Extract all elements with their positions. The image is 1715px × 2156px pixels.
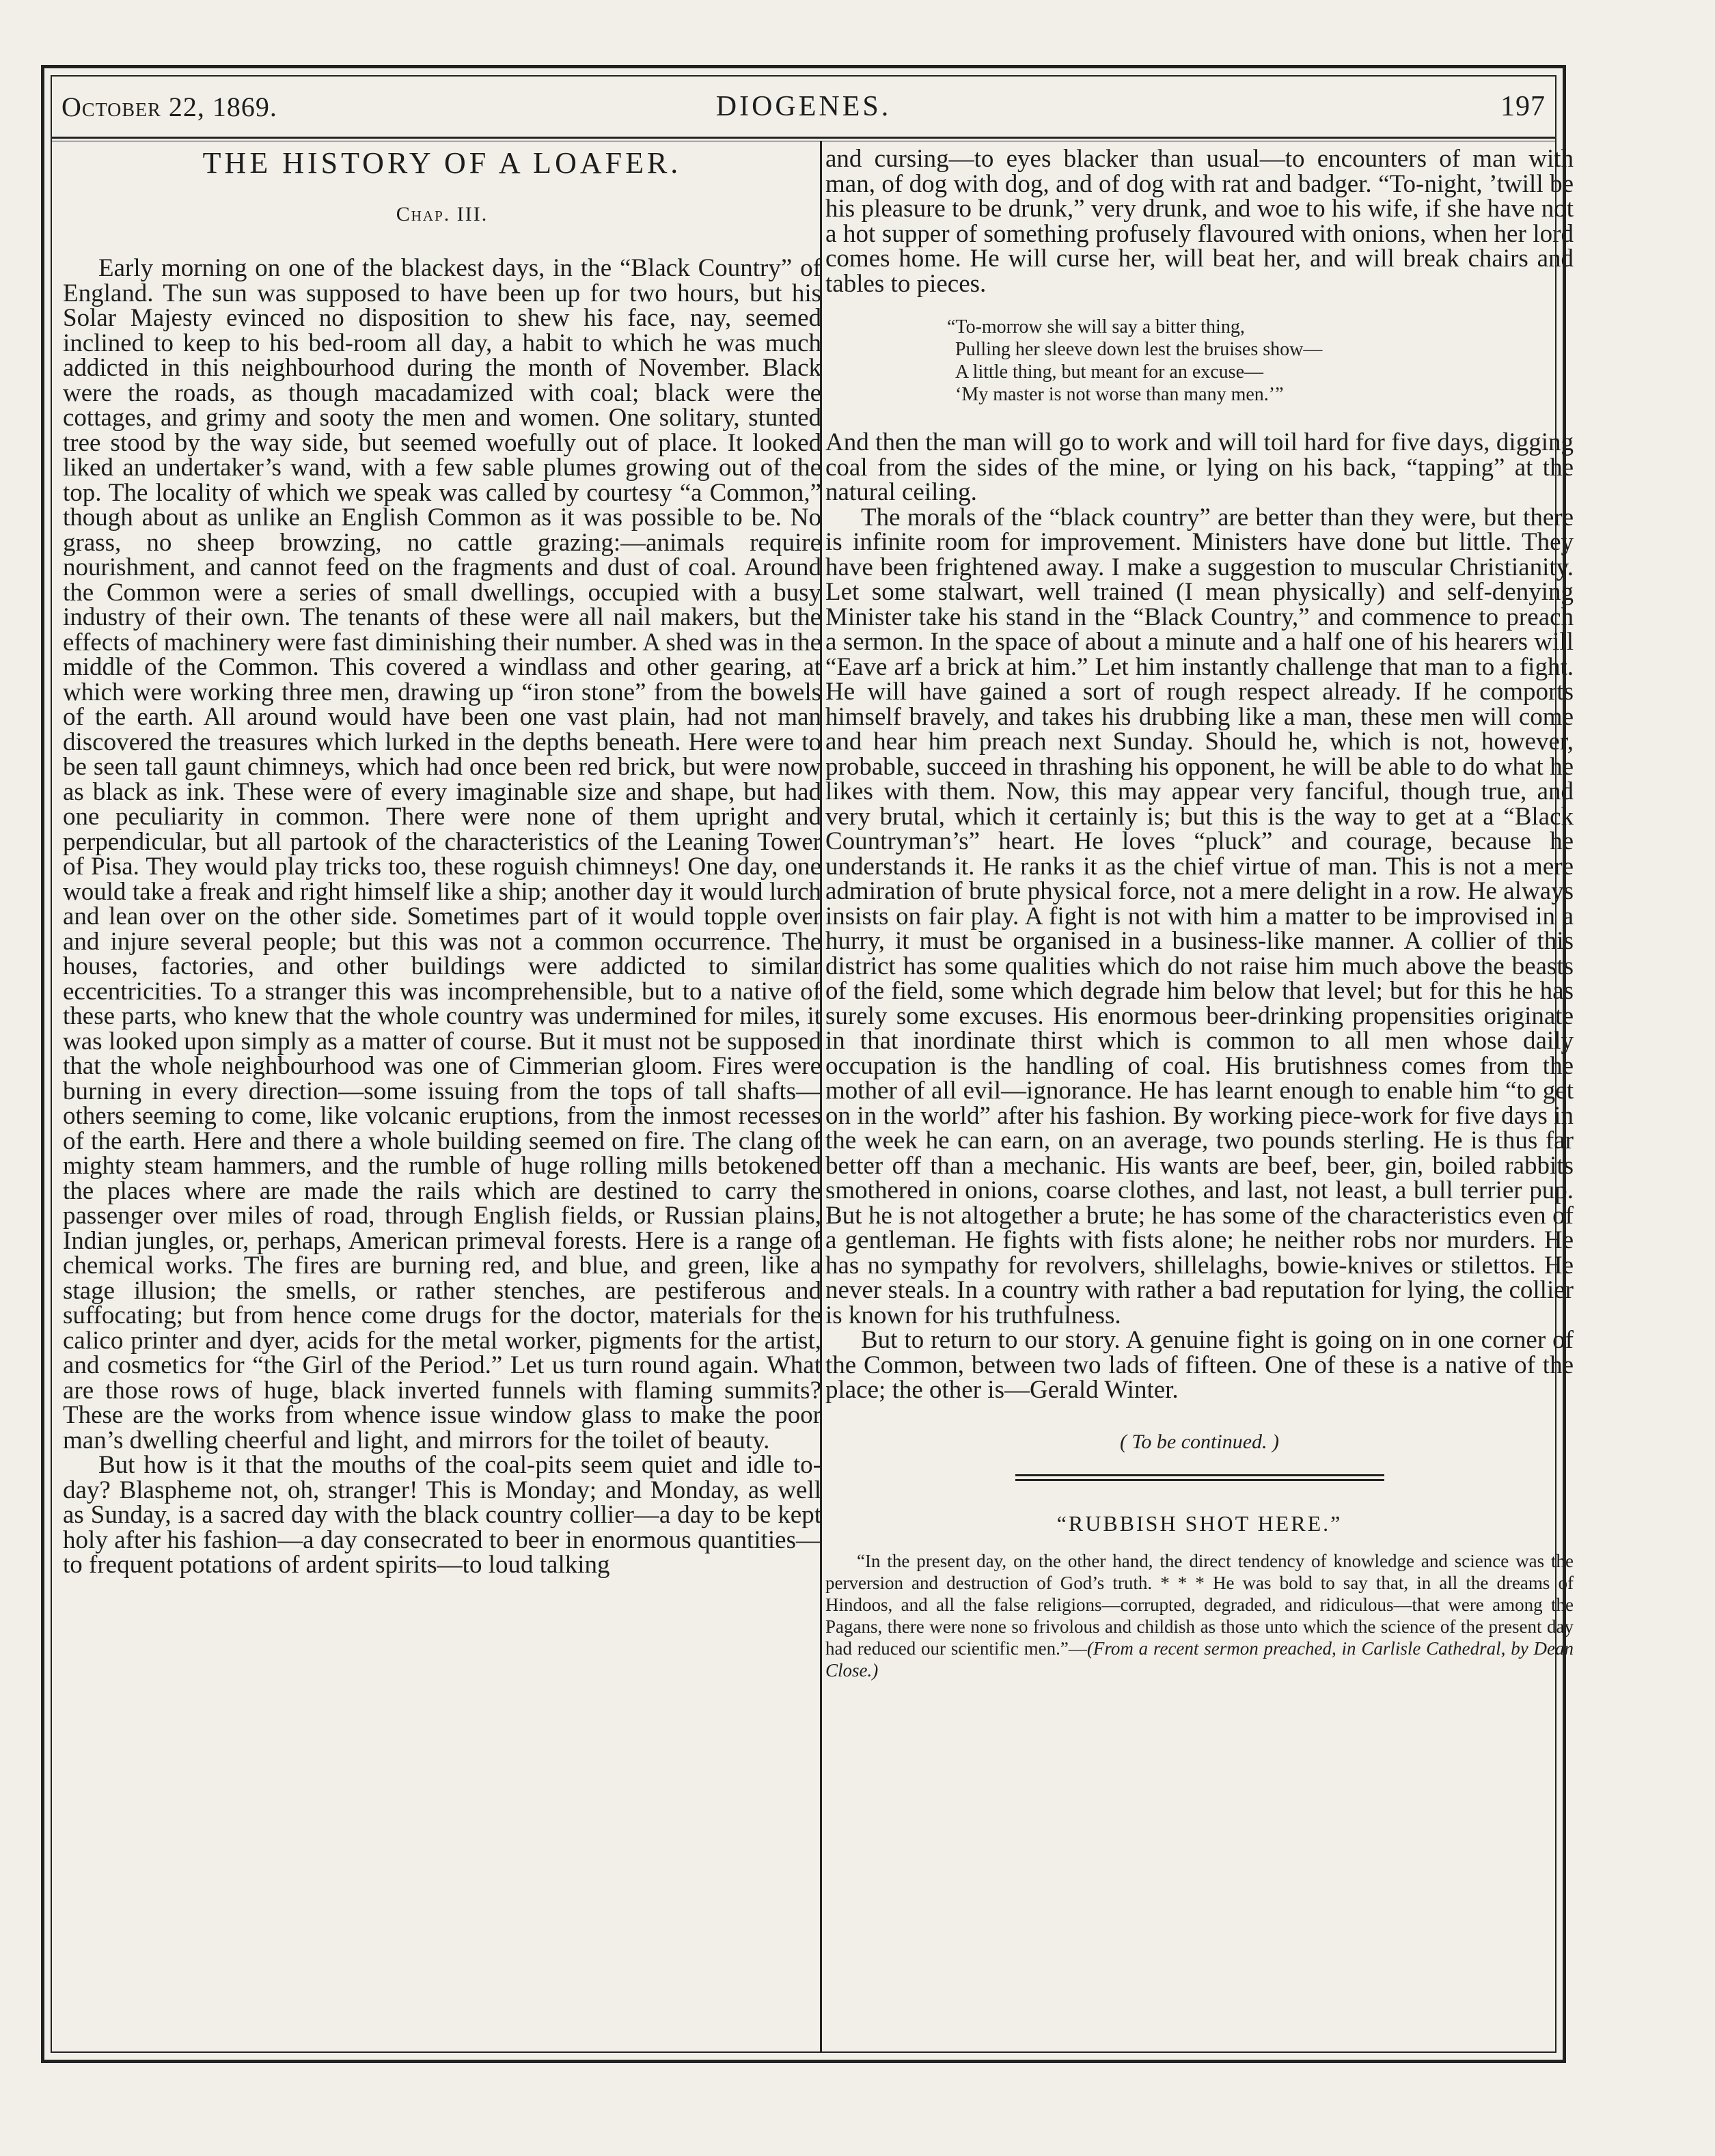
- chapter-heading: Chap. III.: [396, 203, 489, 226]
- issue-date: October 22, 1869.: [61, 91, 277, 122]
- poem-quote: [947, 316, 1574, 406]
- article-paragraph: And then the man will go to work and will toil hard for five days, digging coal from the sides of the mine, or lying on his back, “tapping” at the natural ceiling.: [825, 428, 1574, 506]
- masthead: [61, 77, 1546, 137]
- page-number: 197: [1500, 91, 1546, 122]
- article-paragraph: Early morning on one of the blackest days, in the “Black Country” of England. The sun was supposed to have been up for two hours, but his Solar Majesty evinced no disposition to shew his face, nay, seemed inclined to keep to his bed-room all day, a habit to which he was much addicted in this neighbourhood during the month of November. Black were the roads, as though macadamized with coal; black were the cottages, and grimy and sooty the men and women. One solitary, stunted tree stood by the way side, but seemed woefully out of place. It looked liked an undertaker’s wand, with a few sable plumes growing out of the top. The locality of which we speak was called by courtesy “a Common,” though about as unlike an English Common as it was possible to be. No grass, no sheep browzing, no cattle grazing:—animals require nourishment, and cannot feed on the fragments and dust of coal. Around the Common were a series of small dwellings, occupied with a busy industry of their own. The tenants of these were all nail makers, but the effects of machinery were fast diminishing their number. A shed was in the middle of the Common. This covered a windlass and other gearing, at which were working three men, drawing up “iron stone” from the bowels of the earth. All around would have been one vast plain, had not man discovered the treasures which lurked in the depths beneath. Here were to be seen tall gaunt chimneys, which had once been red brick, but were now as black as ink. These were of every imaginable size and shape, but had one peculiarity in common. There were none of them upright and perpendicular, but all partook of the characteristics of the Leaning Tower of Pisa. They would play tricks too, these roguish chimneys! One day, one would take a freak and right himself like a ship; another day it would lurch and lean over on the other side. Sometimes part of it would topple over and injure several people; but this was not a common occurrence. The houses, factories, and other buildings were addicted to similar eccentricities. To a stranger this was incomprehensible, but to a native of these parts, who knew that the whole country was undermined for miles, it was looked upon simply as a matter of course. But it must not be supposed that the whole neighbourhood was one of Cimmerian gloom. Fires were burning in every direction—some issuing from the tops of tall shafts—others seeming to come, like volcanic eruptions, from the inmost recesses of the earth. Here and there a whole building seemed on fire. The clang of mighty steam hammers, and the rumble of huge rolling mills betokened the places where are made the rails which are destined to carry the passenger over miles of road, through English fields, or Russian plains, Indian jungles, or, perhaps, American primeval forests. Here is a range of chemical works. The fires are burning red, and blue, and green, like a stage illusion; the smells, or rather stenches, are pestiferous and suffocating; but from hence come drugs for the doctor, materials for the calico printer and dyer, acids for the metal worker, pigments for the artist, and cosmetics for “the Girl of the Period.” Let us turn round again. What are those rows of huge, black inverted funnels with flaming summits? These are the works from whence issue window glass to make the poor man’s dwelling cheerful and light, and mirrors for the toilet of beauty.: [63, 254, 821, 1454]
- poem-line: “To-morrow she will say a bitter thing,: [947, 316, 1245, 337]
- section-divider: [1015, 1474, 1384, 1481]
- article-paragraph-continued: and cursing—to eyes blacker than usual—to encounters of man with man, of dog with dog, and of dog with rat and badger. “To-night, ’twill be his pleasure to be drunk,” very drunk, and woe to his wife, if she have not a hot supper of something profusely flavoured with onions, when her lord comes home. He will curse her, will beat her, and will break chairs and tables to pieces.: [825, 145, 1574, 298]
- rubbish-quote: [825, 1550, 1574, 1681]
- article-title: THE HISTORY OF A LOAFER.: [202, 146, 682, 180]
- masthead-rule: [51, 137, 1556, 139]
- rubbish-source: (From a recent sermon preached, in Carlisle Cathedral, by Dean Close.): [825, 1637, 1574, 1681]
- rubbish-quote-text: “In the present day, on the other hand, the direct tendency of knowledge and science was the perversion and destruction of God’s truth. * * * He was bold to say that, in all the dreams of Hindoos, and all the false religions—corrupted, degraded, and ridiculous—that were among the Pagans, there were none so frivolous and childish as those unto which the science of the present day had reduced our scientific men.”—: [825, 1550, 1574, 1659]
- article-paragraph: But how is it that the mouths of the coal-pits seem quiet and idle to-day? Blaspheme not, oh, stranger! This is Monday; and Monday, as well as Sunday, is a sacred day with the black country collier—a day to be kept holy after his fashion—a day consecrated to beer in enormous quantities—to frequent potations of ardent spirits—to loud talking: [63, 1451, 821, 1579]
- to-be-continued: ( To be continued. ): [1119, 1430, 1280, 1453]
- left-column: [63, 147, 821, 1578]
- article-paragraph: But to return to our story. A genuine fight is going on in one corner of the Common, between two lads of fifteen. One of these is a native of the place; the other is—Gerald Winter.: [825, 1326, 1574, 1404]
- rubbish-heading: “RUBBISH SHOT HERE.”: [1056, 1510, 1343, 1536]
- publication-title: DIOGENES.: [715, 91, 892, 122]
- poem-line: A little thing, but meant for an excuse—: [955, 361, 1264, 383]
- poem-line: Pulling her sleeve down lest the bruises show—: [955, 339, 1323, 360]
- article-paragraph: The morals of the “black country” are better than they were, but there is infinite room for improvement. Ministers have done but little. They have been frightened away. I make a suggestion to muscular Christianity. Let some stalwart, well trained (I mean physically) and self-denying Minister take his stand in the “Black Country,” and commence to preach a sermon. In the space of about a minute and a half one of his hearers will “Eave arf a brick at him.” Let him instantly challenge that man to a fight. He will have gained a sort of rough respect already. If he comports himself bravely, and takes his drubbing like a man, these men will come and hear him preach next Sunday. Should he, which is not, however, probable, succeed in thrashing his opponent, he will be able to do what he likes with them. Now, this may appear very fanciful, though true, and very brutal, which it certainly is; but this is the way to get at a “Black Countryman’s” heart. He loves “pluck” and courage, because he understands it. He ranks it as the chief virtue of man. This is not a mere admiration of brute physical force, not a mere delight in a row. He always insists on fair play. A fight is not with him a matter to be improvised in a hurry, it must be organised in a business-like manner. A collier of this district has some qualities which do not raise him much above the beasts of the field, some which degrade him below that level; but for this he has surely some excuses. His enormous beer-drinking propensities originate in that inordinate thirst which is common to all men whose daily occupation is the handling of coal. His brutishness comes from the mother of all evil—ignorance. He has learnt enough to enable him “to get on in the world” after his fashion. By working piece-work for five days in the week he can earn, on an average, two pounds sterling. He is thus far better off than a mechanic. His wants are beef, beer, gin, boiled rabbits smothered in onions, coarse clothes, and last, not least, a bull terrier pup. But he is not altogether a brute; he has some of the characteristics even of a gentleman. He fights with fists alone; he neither robs nor murders. He has no sympathy for revolvers, shillelaghs, bowie-knives or stilettos. He never steals. In a country with rather a bad reputation for lying, the collier is known for his truthfulness.: [825, 503, 1574, 1329]
- right-column: [825, 147, 1574, 1681]
- poem-line: ‘My master is not worse than many men.’”: [955, 384, 1284, 405]
